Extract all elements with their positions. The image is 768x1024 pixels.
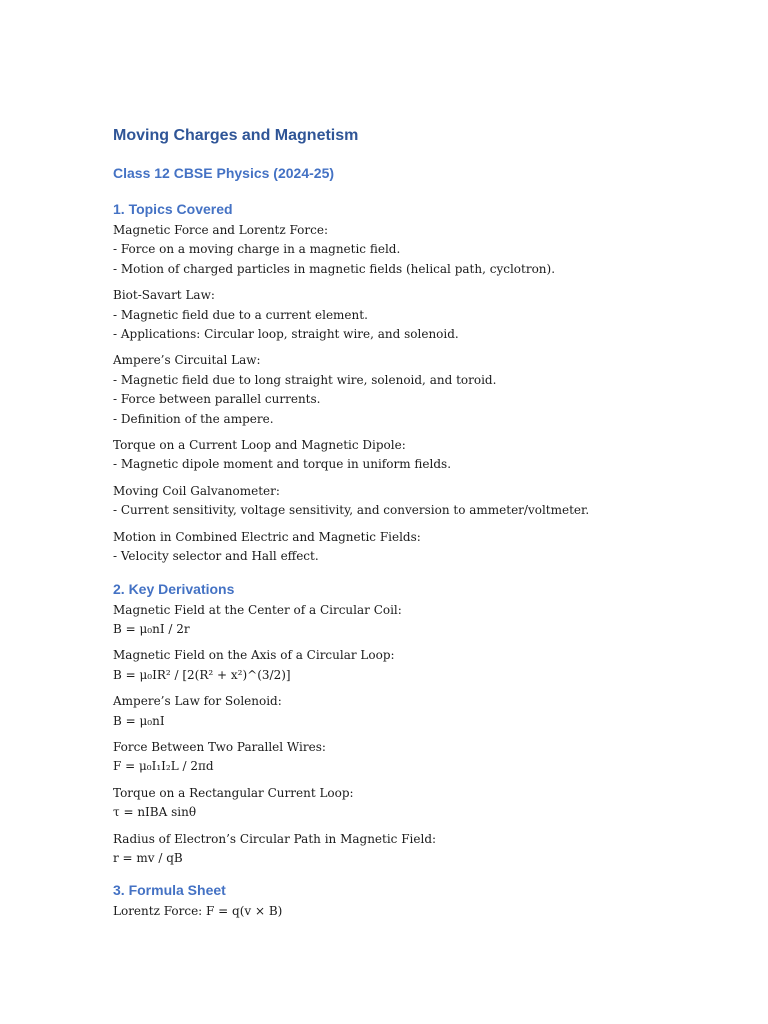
text-block: [113, 738, 713, 777]
block-title-line: Biot-Savart Law:: [113, 288, 215, 303]
section-heading: 3. Formula Sheet: [113, 882, 226, 899]
text-block: [113, 902, 713, 921]
section: [113, 879, 713, 921]
block-title-line: Torque on a Current Loop and Magnetic Dipole:: [113, 438, 406, 453]
text-block: [113, 351, 713, 429]
body-line: r = mv / qB: [113, 850, 183, 865]
body-line: - Definition of the ampere.: [113, 411, 274, 426]
block-title-line: Torque on a Rectangular Current Loop:: [113, 785, 354, 800]
text-block: [113, 830, 713, 869]
body-line: - Force on a moving charge in a magnetic field.: [113, 242, 401, 257]
block-title-line: Motion in Combined Electric and Magnetic Fields:: [113, 529, 421, 544]
body-line: B = μ₀IR² / [2(R² + x²)^(3/2)]: [113, 667, 291, 682]
body-line: τ = nIBA sinθ: [113, 805, 197, 820]
body-line: B = μ₀nI: [113, 713, 165, 728]
text-block: [113, 692, 713, 731]
body-line: - Magnetic field due to long straight wire, solenoid, and toroid.: [113, 372, 497, 387]
body-line: - Applications: Circular loop, straight wire, and solenoid.: [113, 327, 459, 342]
block-title-line: Moving Coil Galvanometer:: [113, 483, 280, 498]
block-title-line: Force Between Two Parallel Wires:: [113, 739, 326, 754]
block-title-line: Magnetic Force and Lorentz Force:: [113, 223, 329, 237]
text-block: [113, 784, 713, 823]
block-title-line: Magnetic Field at the Center of a Circular Coil:: [113, 602, 402, 617]
document-subtitle: Class 12 CBSE Physics (2024-25): [113, 165, 335, 181]
block-title-line: Ampere’s Circuital Law:: [113, 353, 261, 368]
section-heading: 2. Key Derivations: [113, 580, 235, 597]
document-page: [113, 124, 713, 933]
block-title-line: Magnetic Field on the Axis of a Circular Loop:: [113, 648, 395, 663]
block-title-line: Lorentz Force: F = q(v × B): [113, 904, 283, 919]
body-line: B = μ₀nI / 2r: [113, 621, 190, 636]
text-block: [113, 482, 713, 521]
block-title-line: Ampere’s Law for Solenoid:: [113, 694, 282, 709]
body-line: - Current sensitivity, voltage sensitivity, and conversion to ammeter/voltmeter.: [113, 503, 590, 518]
text-block: [113, 528, 713, 567]
block-title-line: Radius of Electron’s Circular Path in Magnetic Field:: [113, 831, 437, 846]
body-line: - Magnetic field due to a current element.: [113, 307, 368, 322]
section-heading: 1. Topics Covered: [113, 201, 233, 217]
body-line: - Force between parallel currents.: [113, 392, 321, 407]
body-line: - Magnetic dipole moment and torque in uniform fields.: [113, 457, 452, 472]
document-body: [113, 198, 713, 922]
section: [113, 578, 713, 869]
text-block: [113, 601, 713, 640]
document-title: Moving Charges and Magnetism: [113, 127, 359, 144]
text-block: [113, 436, 713, 475]
text-block: [113, 646, 713, 685]
body-line: - Motion of charged particles in magnetic fields (helical path, cyclotron).: [113, 261, 556, 276]
body-line: - Velocity selector and Hall effect.: [113, 549, 319, 564]
section: [113, 198, 713, 567]
text-block: [113, 221, 713, 279]
body-line: F = μ₀I₁I₂L / 2πd: [113, 759, 214, 774]
text-block: [113, 286, 713, 344]
